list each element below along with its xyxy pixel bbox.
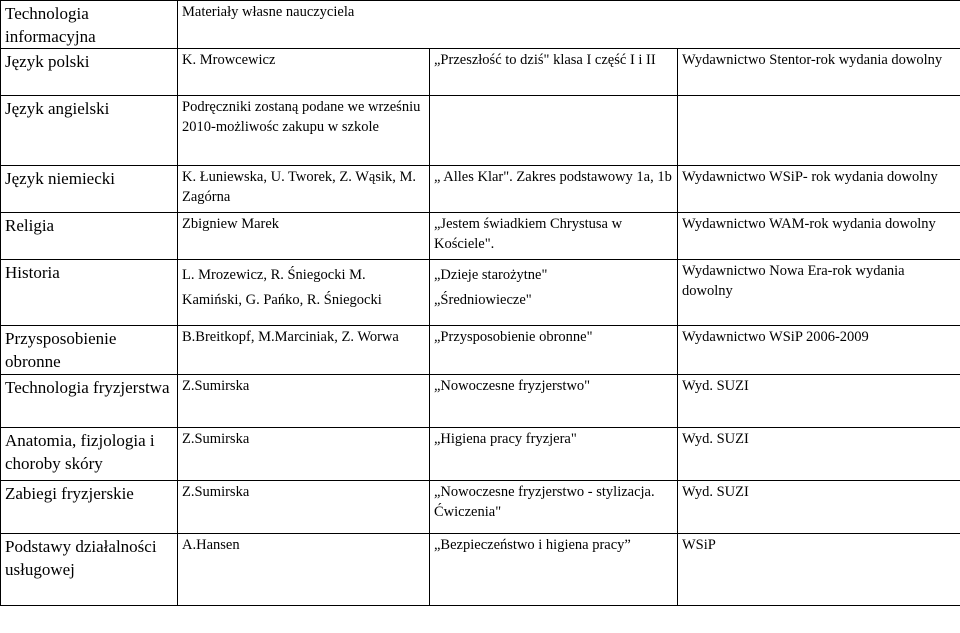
- title-line: „Średniowiecze": [434, 292, 532, 308]
- subject-cell: Anatomia, fizjologia i choroby skóry: [1, 428, 178, 481]
- title-line: „Dzieje starożytne": [434, 267, 548, 283]
- subject-cell: Religia: [1, 213, 178, 260]
- subject-cell: Historia: [1, 260, 178, 326]
- subject-cell: Technologia informacyjna: [1, 1, 178, 49]
- table-row: [1, 481, 960, 534]
- author-line: Kamiński, G. Pańko, R. Śniegocki: [182, 292, 382, 308]
- publisher-cell: Wyd. SUZI: [678, 375, 960, 428]
- table-row: [1, 260, 960, 326]
- publisher-cell: Wyd. SUZI: [678, 428, 960, 481]
- title-cell: „Nowoczesne fryzjerstwo - stylizacja. Ćwiczenia": [430, 481, 678, 534]
- title-cell: „Higiena pracy fryzjera": [430, 428, 678, 481]
- publisher-cell: Wyd. SUZI: [678, 481, 960, 534]
- author-cell: K. Mrowcewicz: [178, 49, 430, 96]
- title-cell: „Przysposobienie obronne": [430, 326, 678, 375]
- author-cell: B.Breitkopf, M.Marciniak, Z. Worwa: [178, 326, 430, 375]
- table-row: [1, 213, 960, 260]
- subject-cell: Zabiegi fryzjerskie: [1, 481, 178, 534]
- author-cell: Materiały własne nauczyciela: [178, 1, 960, 49]
- title-cell: „Nowoczesne fryzjerstwo": [430, 375, 678, 428]
- publisher-cell: Wydawnictwo WAM-rok wydania dowolny: [678, 213, 960, 260]
- subject-cell: Przysposobienie obronne: [1, 326, 178, 375]
- publisher-cell: WSiP: [678, 534, 960, 606]
- title-cell: [430, 260, 678, 326]
- table-row: [1, 96, 960, 166]
- author-cell: Z.Sumirska: [178, 481, 430, 534]
- publisher-cell: [678, 96, 960, 166]
- title-cell: [430, 96, 678, 166]
- title-cell: „ Alles Klar". Zakres podstawowy 1a, 1b: [430, 166, 678, 213]
- table-row: [1, 534, 960, 606]
- author-cell: K. Łuniewska, U. Tworek, Z. Wąsik, M. Zagórna: [178, 166, 430, 213]
- publisher-cell: Wydawnictwo Nowa Era-rok wydania dowolny: [678, 260, 960, 326]
- table-row: [1, 49, 960, 96]
- title-cell: „Przeszłość to dziś" klasa I część I i II: [430, 49, 678, 96]
- author-cell: Podręczniki zostaną podane we wrześniu 2010-możliwośc zakupu w szkole: [178, 96, 430, 166]
- table-row: [1, 166, 960, 213]
- author-cell: Z.Sumirska: [178, 428, 430, 481]
- table-row: [1, 1, 960, 49]
- subject-cell: Podstawy działalności usługowej: [1, 534, 178, 606]
- table-row: [1, 375, 960, 428]
- table-row: [1, 428, 960, 481]
- publisher-cell: Wydawnictwo Stentor-rok wydania dowolny: [678, 49, 960, 96]
- subject-cell: Technologia fryzjerstwa: [1, 375, 178, 428]
- publisher-cell: Wydawnictwo WSiP 2006-2009: [678, 326, 960, 375]
- subject-cell: Język niemiecki: [1, 166, 178, 213]
- author-cell: [178, 260, 430, 326]
- table-row: [1, 326, 960, 375]
- author-line: L. Mrozewicz, R. Śniegocki M.: [182, 267, 366, 283]
- title-cell: „Bezpieczeństwo i higiena pracy”: [430, 534, 678, 606]
- title-cell: „Jestem świadkiem Chrystusa w Kościele".: [430, 213, 678, 260]
- subject-cell: Język angielski: [1, 96, 178, 166]
- subject-cell: Język polski: [1, 49, 178, 96]
- author-cell: Zbigniew Marek: [178, 213, 430, 260]
- publisher-cell: Wydawnictwo WSiP- rok wydania dowolny: [678, 166, 960, 213]
- author-cell: Z.Sumirska: [178, 375, 430, 428]
- author-cell: A.Hansen: [178, 534, 430, 606]
